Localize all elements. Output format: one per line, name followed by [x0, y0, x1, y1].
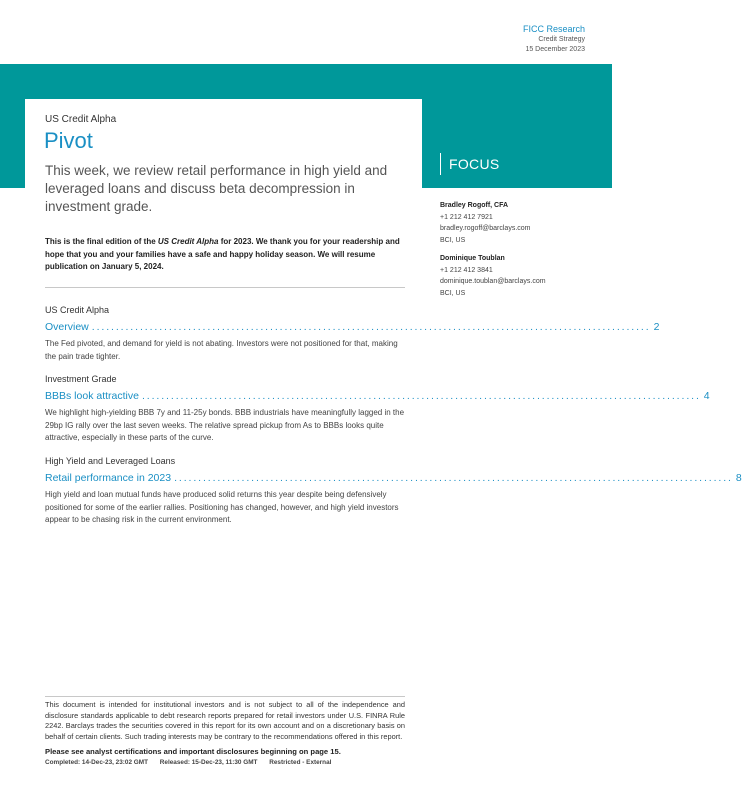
toc-section-us-credit-alpha — [45, 304, 660, 363]
department-label: FICC Research — [522, 24, 585, 34]
intro-italic-title: US Credit Alpha — [157, 237, 219, 246]
toc-link-bbbs-look-attractive[interactable] — [45, 388, 710, 404]
author-card — [440, 253, 600, 299]
released-timestamp: Released: 15-Dec-23, 11:30 GMT — [159, 758, 258, 766]
report-header — [523, 23, 585, 55]
toc-link-overview[interactable] — [45, 319, 660, 335]
section-category: Investment Grade — [45, 374, 117, 384]
section-category: US Credit Alpha — [45, 305, 110, 315]
toc-title[interactable]: Retail performance in 2023 — [45, 472, 172, 484]
focus-label: FOCUS — [440, 153, 500, 175]
author-email[interactable]: dominique.toublan@barclays.com — [440, 278, 546, 285]
section-description: High yield and loan mutual funds have produced solid returns this year despite being defensively positioned for some of the earlier rallies. Positioning has changed, however, and high yield investors appear to be chasing risk in the current environment. — [45, 490, 399, 524]
author-list — [440, 200, 600, 306]
toc-page-number[interactable]: 4 — [703, 390, 710, 402]
series-name: US Credit Alpha — [45, 114, 117, 125]
toc-page-number[interactable]: 2 — [653, 321, 660, 333]
toc-section-high-yield — [45, 455, 742, 527]
certifications-note: Please see analyst certifications and important disclosures beginning on page 15. — [45, 746, 341, 756]
toc-link-retail-performance[interactable] — [45, 470, 742, 486]
author-entity: BCI, US — [440, 236, 466, 244]
author-email[interactable]: bradley.rogoff@barclays.com — [440, 225, 531, 232]
section-description: The Fed pivoted, and demand for yield is not abating. Investors were not positioned for that, making the pain trade tighter. — [45, 339, 398, 361]
section-category: High Yield and Leveraged Loans — [45, 456, 176, 466]
section-description: We highlight high-yielding BBB 7y and 11-25y bonds. BBB industrials have meaningfully lagged in the 29bp IG rally over the last seven weeks. The relative spread pickup from As to BBBs looks quite attractive, especially in these parts of the curve. — [45, 408, 405, 442]
author-phone: +1 212 412 7921 — [440, 213, 493, 221]
author-entity: BCI, US — [440, 289, 466, 297]
disclaimer-text: This document is intended for institutional investors and is not subject to all of the independence and disclosure standards applicable to debt research reports prepared for retail investors under U.S. FINRA Rule 2242. Barclays trades the securities covered in this report for its own account and on a discretionary basis on behalf of certain clients. Such trading interests may be contrary to the recommendations offered in this report. — [45, 700, 405, 742]
page-title: Pivot — [44, 128, 93, 153]
toc-title[interactable]: Overview — [45, 321, 89, 333]
author-card — [440, 200, 600, 246]
footer-divider — [45, 696, 405, 697]
report-date: 15 December 2023 — [525, 46, 585, 53]
toc-page-number[interactable]: 8 — [735, 472, 742, 484]
sub-department-label: Credit Strategy — [538, 36, 585, 43]
intro-text-end: for 2023. We thank you for your readership and hope that you and your families have a safe and happy holiday season. We will resume publication on January 5, 2024. — [45, 237, 400, 271]
author-name: Dominique Toublan — [440, 255, 505, 262]
toc-leader-dots: .................................................................................................................... — [91, 321, 651, 333]
publication-meta — [45, 758, 405, 768]
report-subtitle: This week, we review retail performance in high yield and leveraged loans and discuss beta decompression in investment grade. — [45, 163, 388, 214]
toc-leader-dots: .................................................................................................................... — [174, 472, 733, 484]
intro-text-start: This is the final edition of the — [45, 237, 158, 246]
intro-note — [45, 236, 410, 274]
author-phone: +1 212 412 3841 — [440, 266, 493, 274]
divider — [45, 287, 405, 288]
toc-section-investment-grade — [45, 373, 710, 445]
toc-title[interactable]: BBBs look attractive — [45, 390, 139, 402]
completed-timestamp: Completed: 14-Dec-23, 23:02 GMT — [45, 758, 148, 766]
toc-leader-dots: .................................................................................................................... — [141, 390, 701, 402]
author-name: Bradley Rogoff, CFA — [440, 202, 509, 209]
disclaimer-footer — [45, 696, 405, 768]
classification-label: Restricted - External — [269, 758, 332, 766]
